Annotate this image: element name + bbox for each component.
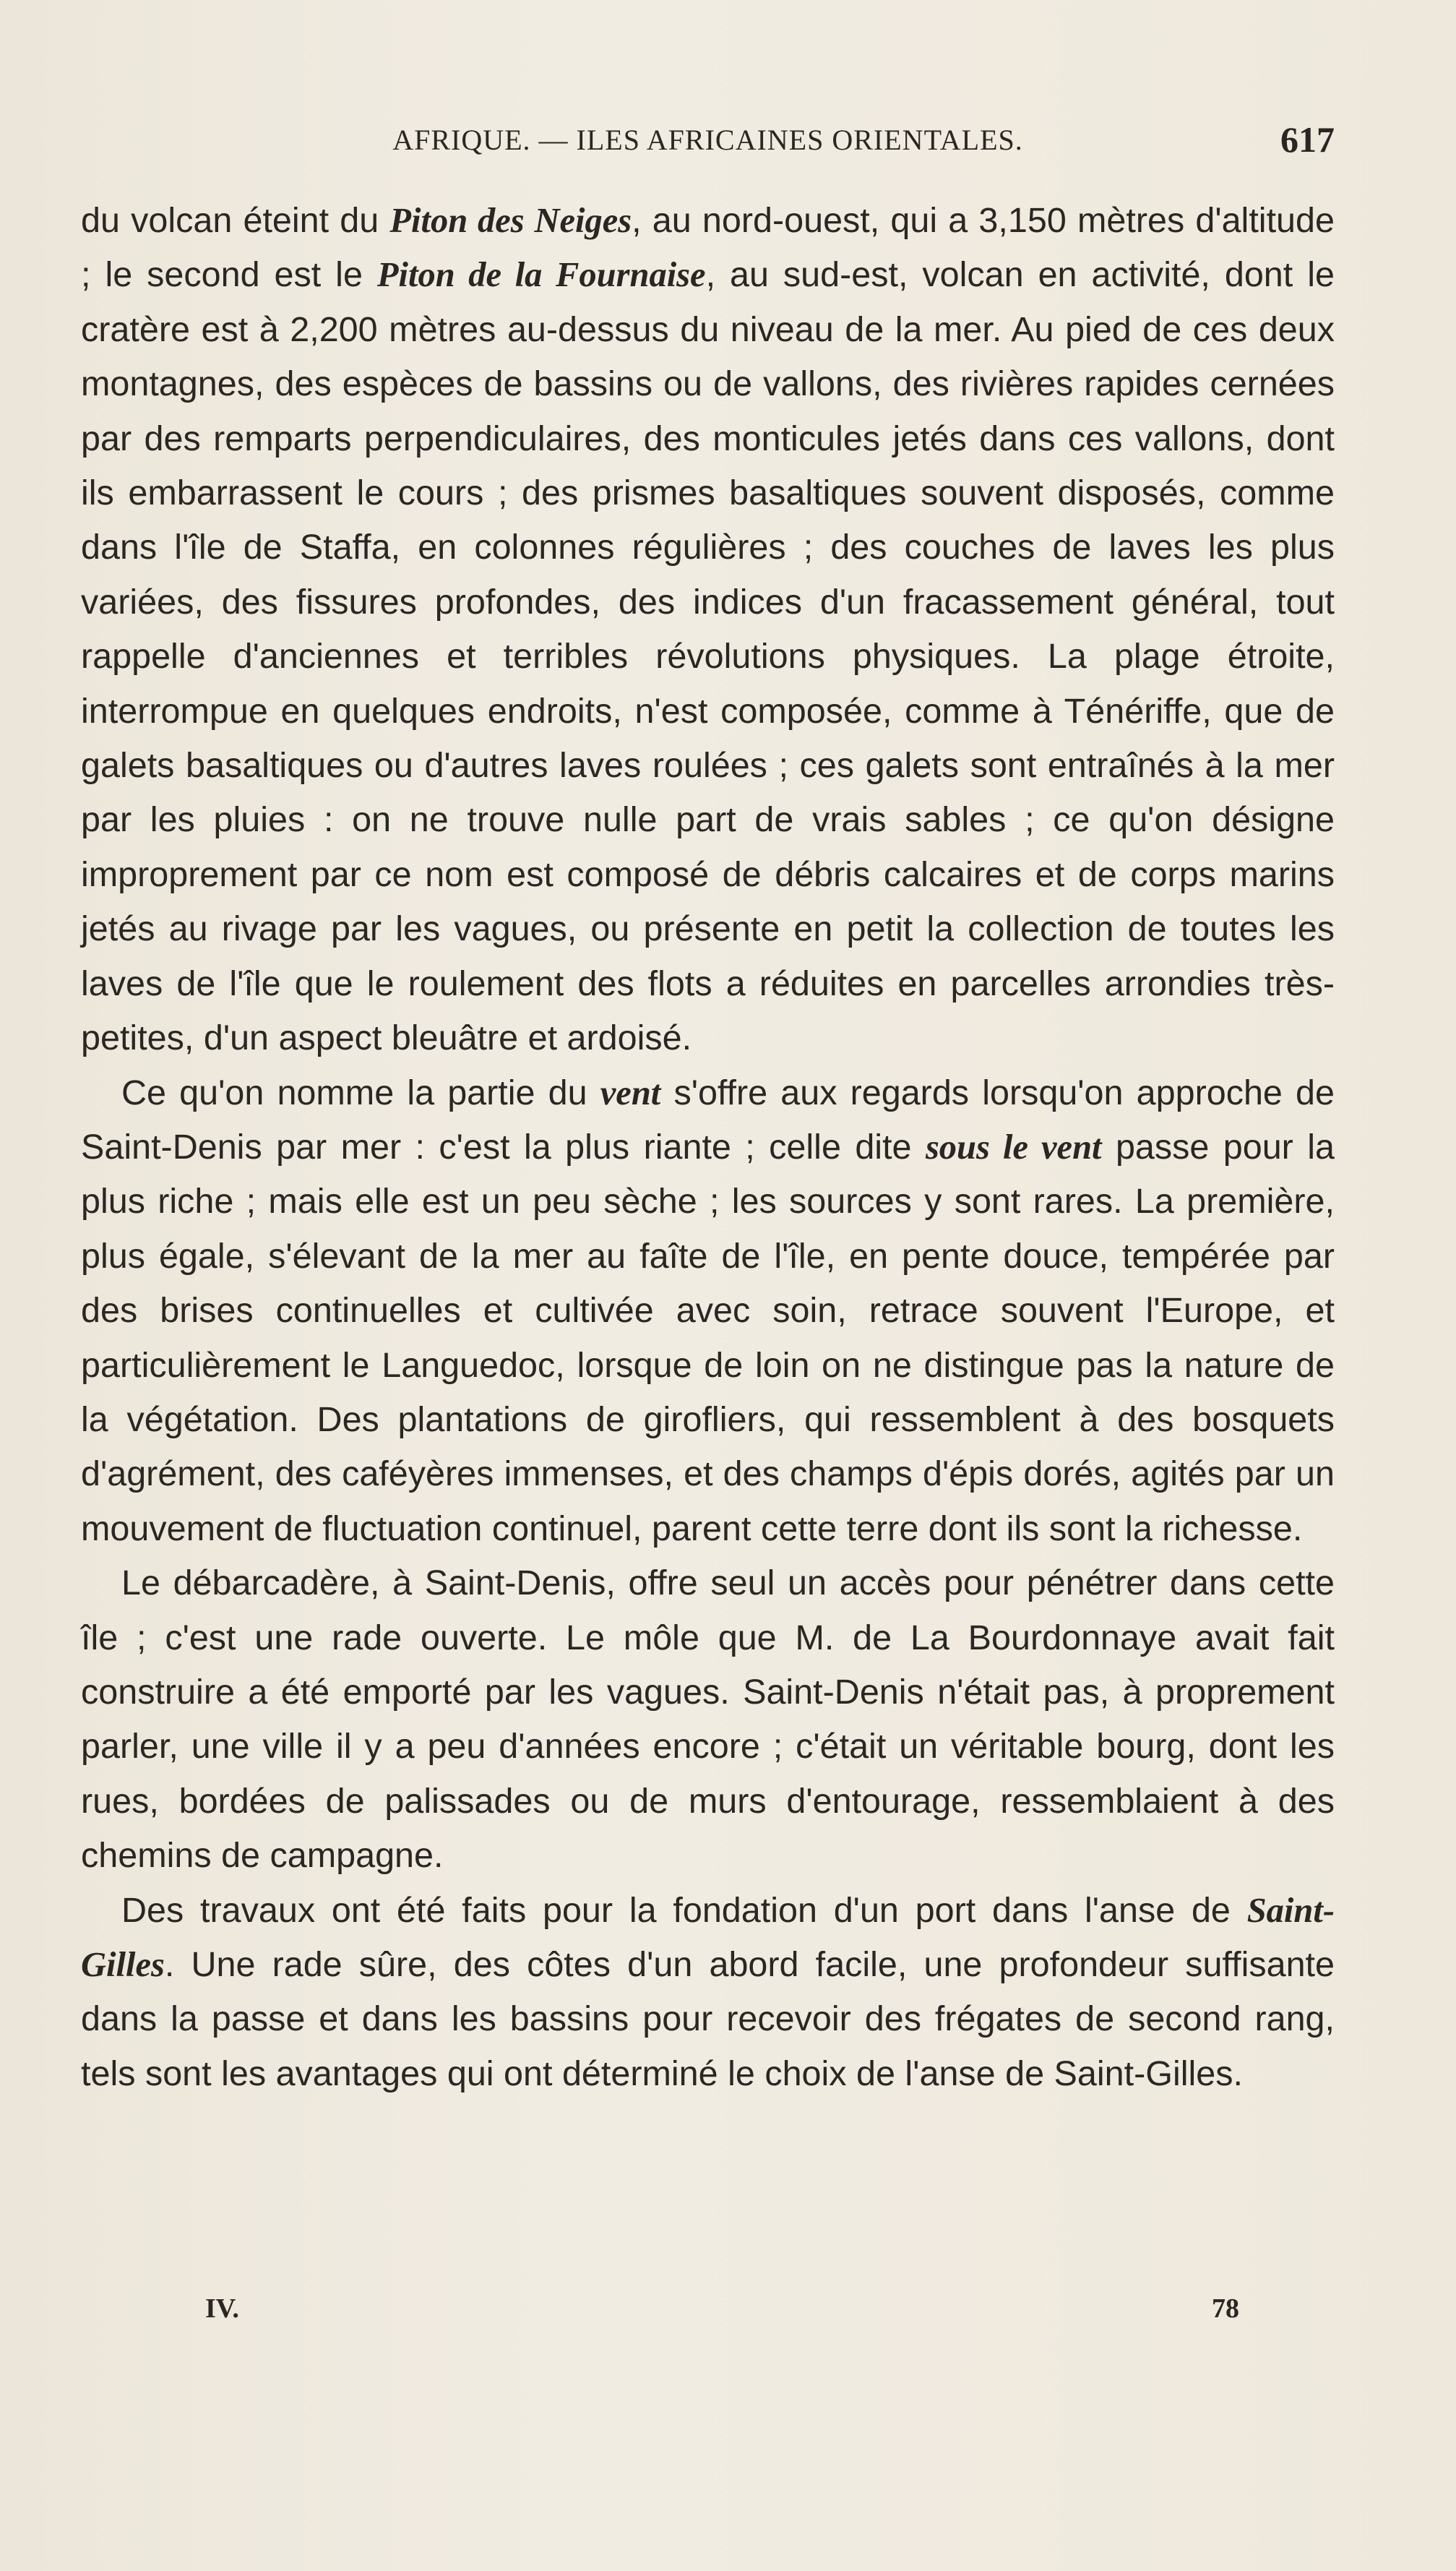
paragraph bbox=[81, 1556, 1335, 1883]
italic-term: sous le vent bbox=[925, 1128, 1102, 1167]
page-number: 617 bbox=[1280, 119, 1335, 160]
sheet-number: 78 bbox=[1212, 2293, 1239, 2324]
paragraph bbox=[81, 1066, 1335, 1557]
italic-term: Piton de la Fournaise bbox=[376, 256, 706, 295]
italic-term: Saint-Gilles bbox=[81, 1891, 1335, 1984]
paragraph bbox=[81, 1884, 1335, 2102]
paragraph bbox=[81, 194, 1335, 1066]
text-run: Des travaux ont été faits pour la fondation d'un port dans l'anse de bbox=[121, 1890, 1247, 1930]
running-title: AFRIQUE. — ILES AFRICAINES ORIENTALES. bbox=[392, 124, 1023, 156]
text-run: s'offre aux regards lorsqu'on approche de Saint-Denis par mer : c'est la plus riante ; celle dite bbox=[81, 1073, 1335, 1167]
signature-mark: IV. bbox=[205, 2293, 239, 2324]
italic-term: vent bbox=[600, 1073, 661, 1112]
italic-term: Piton des Neiges bbox=[389, 202, 632, 240]
text-run: Ce qu'on nomme la partie du bbox=[121, 1073, 600, 1112]
text-run: , au sud-est, volcan en activité, dont le cratère est à 2,200 mètres au-dessus du niveau de la mer. Au pied de ces deux montagnes, des espèces de bassins ou de vallons, des rivières rapides cernées par des remparts perpendiculaires, des monticules jetés dans ces vallons, dont ils embarrassent le cours ; des prismes basaltiques souvent disposés, comme dans l'île de Staffa, en colonnes régulières ; des couches de laves les plus variées, des fissures profondes, des indices d'un fracassement général, tout rappelle d'anciennes et terribles révolutions physiques. La plage étroite, interrompue en quelques endroits, n'est composée, comme à Ténériffe, que de galets basaltiques ou d'autres laves roulées ; ces galets sont entraînés à la mer par les pluies : on ne trouve nulle part de vrais sables ; ce qu'on désigne improprement par ce nom est composé de débris calcaires et de corps marins jetés au rivage par les vagues, ou présente en petit la collection de toutes les laves de l'île que le roulement des flots a réduites en parcelles arrondies très-petites, d'un aspect bleuâtre et ardoisé. bbox=[81, 255, 1335, 1058]
text-run: , au nord-ouest, qui a 3,150 mètres d'altitude ; le second est le bbox=[81, 201, 1335, 295]
page-footer bbox=[81, 2293, 1335, 2329]
text-run: Le débarcadère, à Saint-Denis, offre seul un accès pour pénétrer dans cette île ; c'est une rade ouverte. Le môle que M. de La Bourdonnaye avait fait construire a été emporté par les vagues. Saint-Denis n'était pas, à proprement parler, une ville il y a peu d'années encore ; c'était un véritable bourg, dont les rues, bordées de palissades ou de murs d'entourage, ressemblaient à des chemins de campagne. bbox=[81, 1563, 1335, 1876]
running-header bbox=[81, 119, 1335, 166]
body-text bbox=[81, 194, 1335, 2101]
text-run: du volcan éteint du bbox=[81, 201, 390, 240]
text-run: . Une rade sûre, des côtes d'un abord facile, une profondeur suffisante dans la passe et dans les bassins pour recevoir des frégates de second rang, tels sont les avantages qui ont déterminé le choix de l'anse de Saint-Gilles. bbox=[81, 1945, 1335, 2093]
text-run: passe pour la plus riche ; mais elle est un peu sèche ; les sources y sont rares. La première, plus égale, s'élevant de la mer au faîte de l'île, en pente douce, tempérée par des brises continuelles et cultivée avec soin, retrace souvent l'Europe, et particulièrement le Languedoc, lorsque de loin on ne distingue pas la nature de la végétation. Des plantations de girofliers, qui ressemblent à des bosquets d'agrément, des caféyères immenses, et des champs d'épis dorés, agités par un mouvement de fluctuation continuel, parent cette terre dont ils sont la richesse. bbox=[81, 1127, 1335, 1548]
